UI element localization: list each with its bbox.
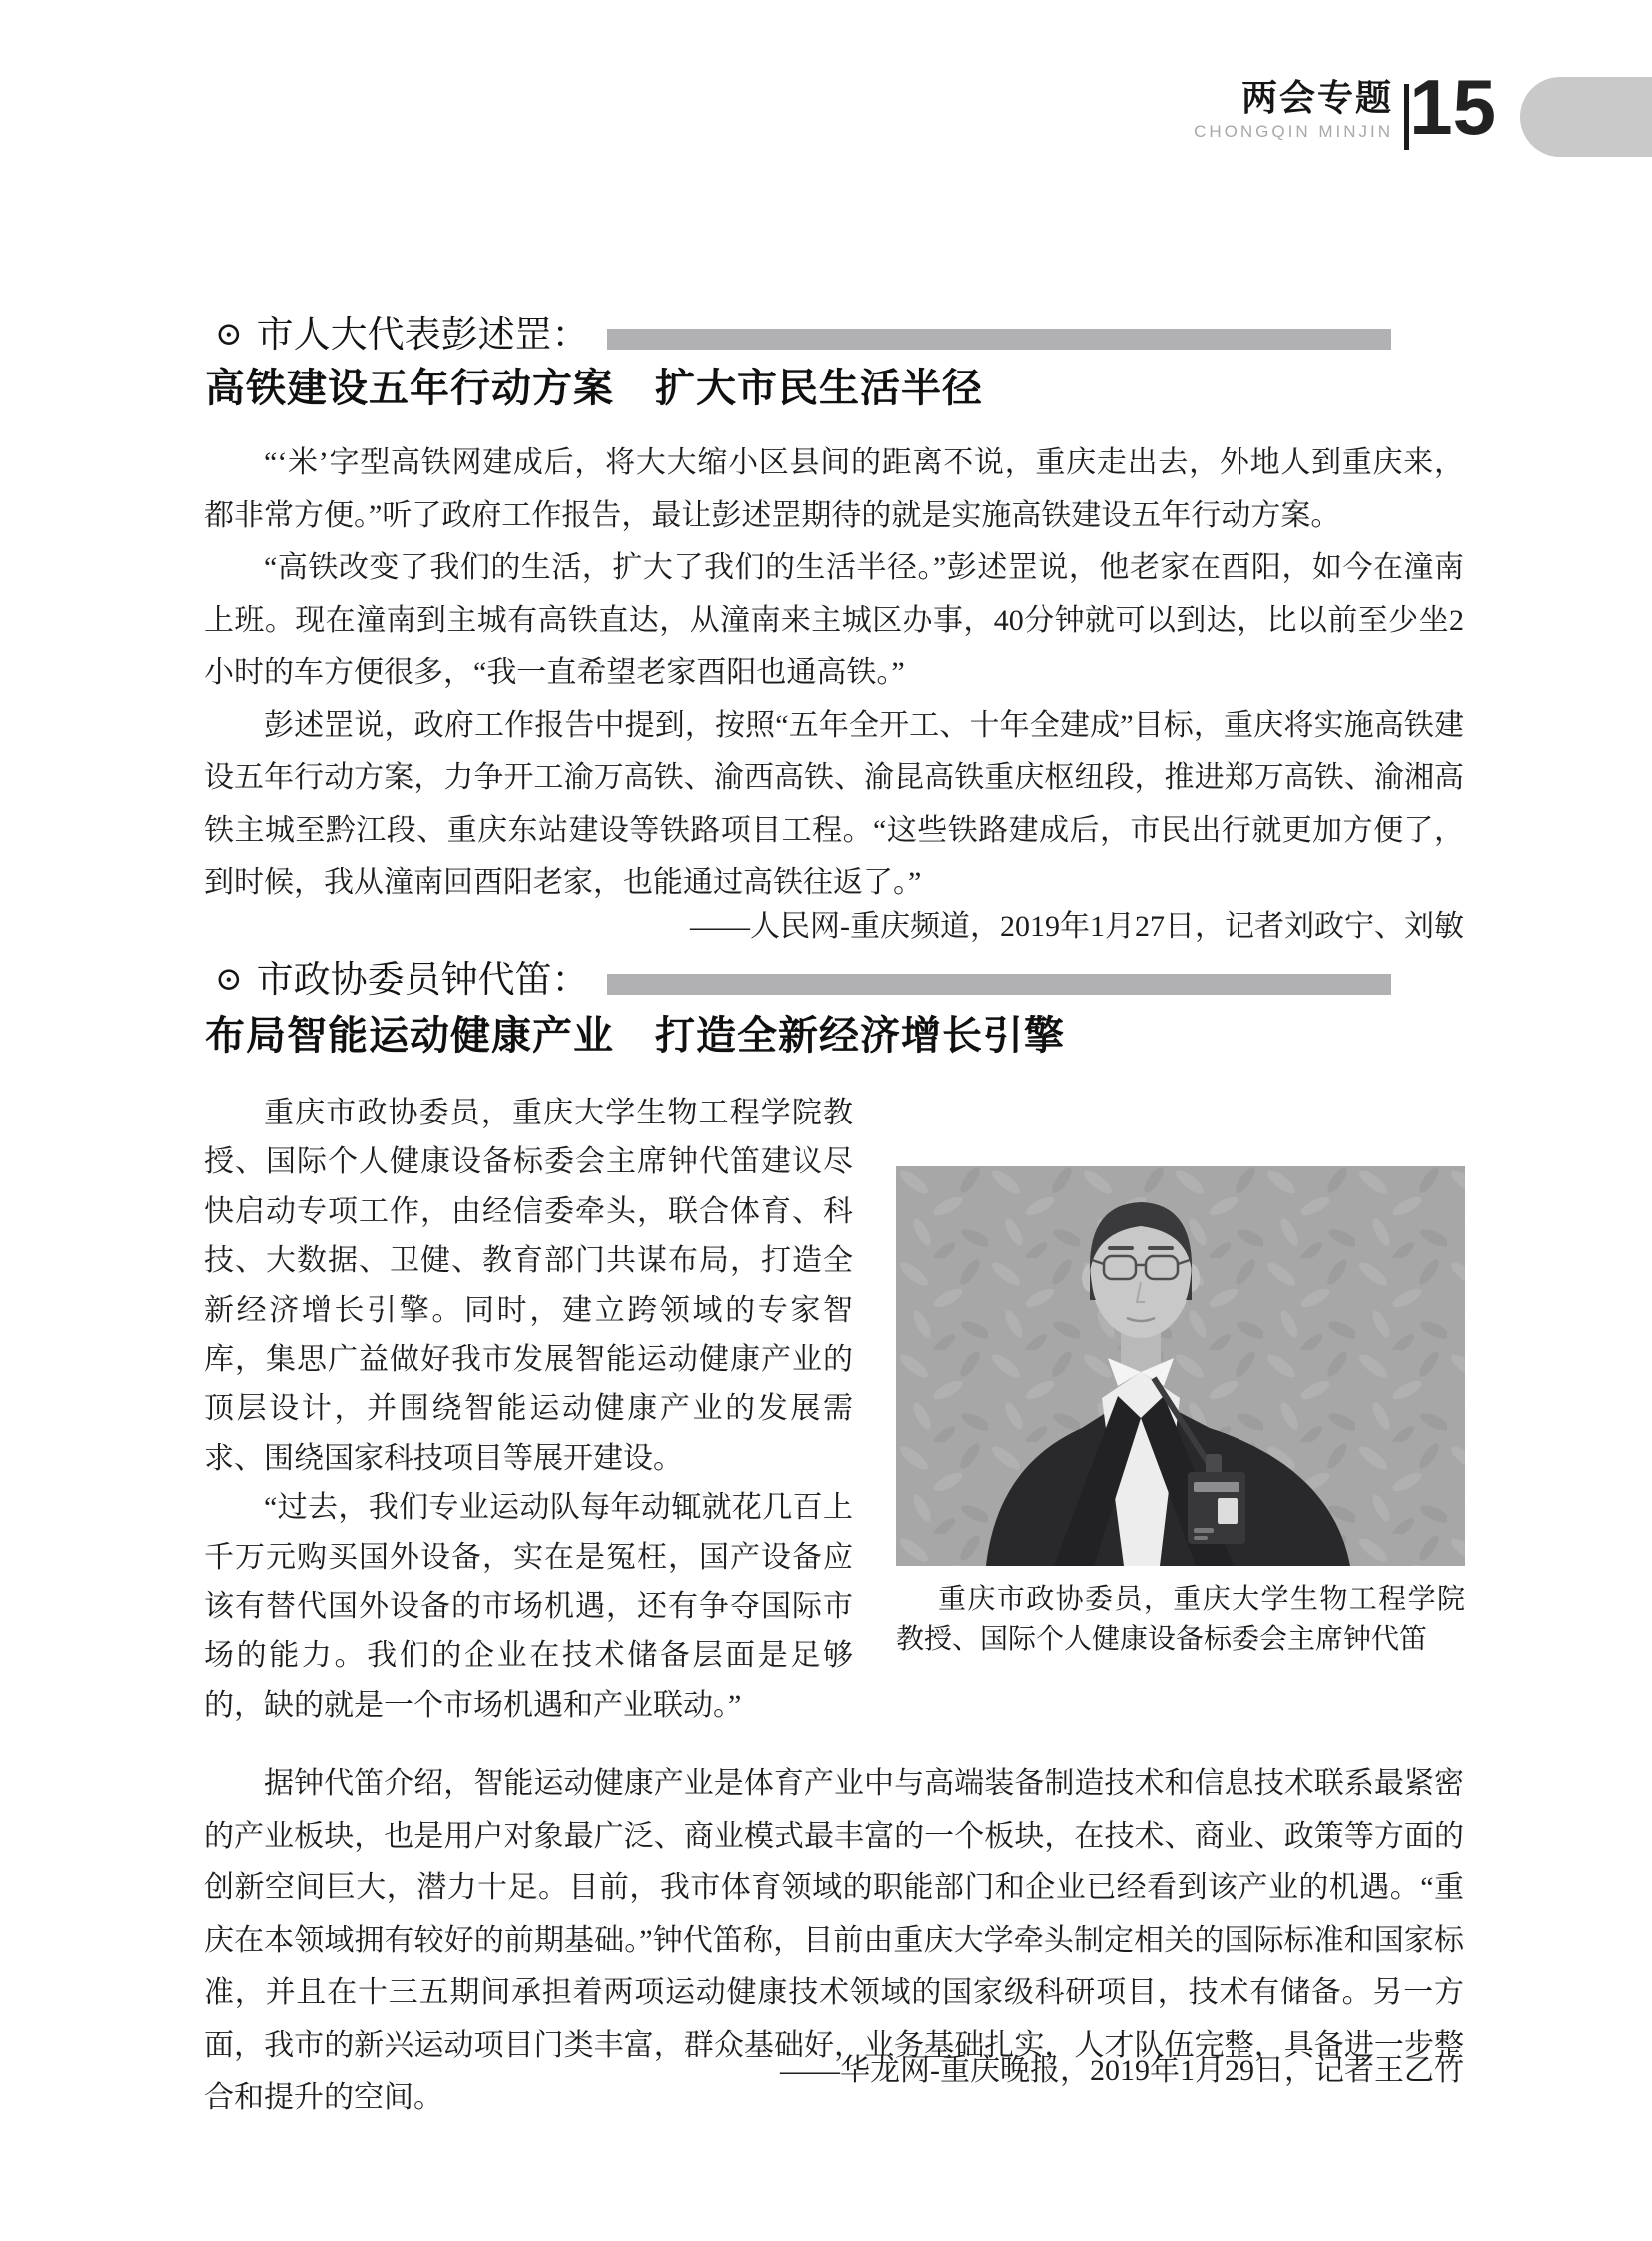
header-brand xyxy=(1194,78,1393,142)
section2-marker-label: 市政协委员钟代笛： xyxy=(256,960,589,1001)
section1-marker xyxy=(215,312,589,361)
paragraph: “高铁改变了我们的生活，扩大了我们的生活半径。”彭述罡说，他老家在酉阳，如今在潼南上班。现在潼南到主城有高铁直达，从潼南来主城区办事，40分钟就可以到达，比以前至少坐2小时的车方便很多，“我一直希望老家酉阳也通高铁。” xyxy=(204,551,1464,689)
section2-attribution: ——华龙网-重庆晚报，2019年1月29日，记者王乙竹 xyxy=(780,2054,1464,2087)
paragraph: 重庆市政协委员，重庆大学生物工程学院教授、国际个人健康设备标委会主席钟代笛建议尽快启动专项工作，由经信委牵头，联合体育、科技、大数据、卫健、教育部门共谋布局，打造全新经济增长引擎。同时，建立跨领域的专家智库，集思广益做好我市发展智能运动健康产业的顶层设计，并围绕智能运动健康产业的发展需求、围绕国家科技项目等展开建设。 xyxy=(204,1097,853,1475)
header-corner-tab xyxy=(1520,77,1652,157)
page-header xyxy=(0,0,1652,170)
section-subtitle: CHONGQIN MINJIN xyxy=(1194,122,1393,141)
section1-headline: 高铁建设五年行动方案 扩大市民生活半径 xyxy=(205,367,983,410)
section-bullet-icon: ⊙ xyxy=(215,962,243,998)
page-number: 15 xyxy=(1409,63,1496,151)
photo-caption: 重庆市政协委员，重庆大学生物工程学院教授、国际个人健康设备标委会主席钟代笛 xyxy=(896,1584,1465,1655)
section1-body xyxy=(204,437,1464,910)
paragraph: “过去，我们专业运动队每年动辄就花几百上千万元购买国外设备，实在是冤枉，国产设备应该有替代国外设备的市场机遇，还有争夺国际市场的能力。我们的企业在技术储备层面是足够的，缺的就是一个市场机遇和产业联动。” xyxy=(204,1491,853,1722)
section2-marker-row xyxy=(215,957,1391,1006)
section2-headline: 布局智能运动健康产业 打造全新经济增长引擎 xyxy=(205,1014,1065,1058)
section2-marker-bar xyxy=(607,974,1391,995)
section-bullet-icon: ⊙ xyxy=(215,317,243,353)
section1-marker-bar xyxy=(607,329,1391,350)
paragraph: “‘米’字型高铁网建成后，将大大缩小区县间的距离不说，重庆走出去，外地人到重庆来，都非常方便。”听了政府工作报告，最让彭述罡期待的就是实施高铁建设五年行动方案。 xyxy=(204,446,1464,532)
section2-left-column xyxy=(204,1089,853,1730)
section1-marker-row xyxy=(215,312,1391,361)
section-title: 两会专题 xyxy=(1240,77,1393,118)
section1-marker-label: 市人大代表彭述罡： xyxy=(256,315,589,356)
section2-marker xyxy=(215,957,589,1006)
delegate-photo xyxy=(896,1166,1465,1566)
delegate-photo-figure xyxy=(896,1166,1465,1660)
section1-attribution: ——人民网-重庆频道，2019年1月27日，记者刘政宁、刘敏 xyxy=(690,910,1464,943)
paragraph: 据钟代笛介绍，智能运动健康产业是体育产业中与高端装备制造技术和信息技术联系最紧密的产业板块，也是用户对象最广泛、商业模式最丰富的一个板块，在技术、商业、政策等方面的创新空间巨大，潜力十足。目前，我市体育领域的职能部门和企业已经看到该产业的机遇。“重庆在本领域拥有较好的前期基础。”钟代笛称，目前由重庆大学牵头制定相关的国际标准和国家标准，并且在十三五期间承担着两项运动健康技术领域的国家级科研项目，技术有储备。另一方面，我市的新兴运动项目门类丰富，群众基础好，业务基础扎实，人才队伍完整，具备进一步整合和提升的空间。 xyxy=(204,1767,1464,2114)
paragraph: 彭述罡说，政府工作报告中提到，按照“五年全开工、十年全建成”目标，重庆将实施高铁建设五年行动方案，力争开工渝万高铁、渝西高铁、渝昆高铁重庆枢纽段，推进郑万高铁、渝湘高铁主城至黔江段、重庆东站建设等铁路项目工程。“这些铁路建成后，市民出行就更加方便了，到时候，我从潼南回酉阳老家，也能通过高铁往返了。” xyxy=(204,708,1464,899)
